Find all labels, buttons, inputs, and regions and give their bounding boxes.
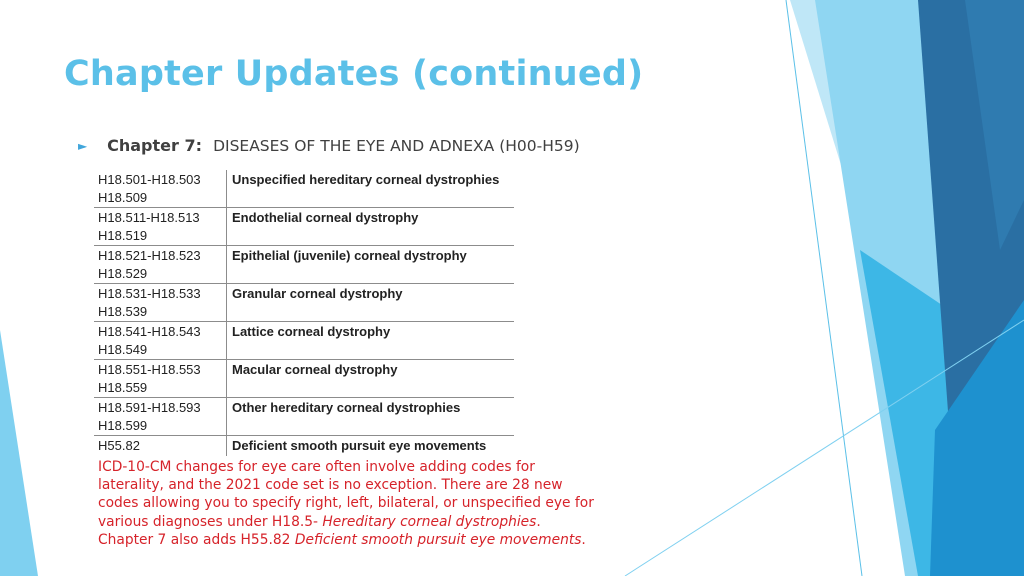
code-unspecified: H18.509 [98, 189, 148, 205]
code-range: H18.541-H18.543 [98, 324, 201, 339]
explanation-note [98, 458, 598, 549]
chapter-description: DISEASES OF THE EYE AND ADNEXA (H00-H59) [213, 137, 580, 155]
description-cell: Granular corneal dystrophy [232, 286, 403, 301]
page-title: Chapter Updates (continued) [64, 54, 644, 94]
description-cell: Epithelial (juvenile) corneal dystrophy [232, 248, 467, 263]
code-unspecified: H18.529 [98, 265, 148, 281]
table-row [94, 246, 514, 284]
code-unspecified: H18.599 [98, 417, 148, 433]
description-cell: Other hereditary corneal dystrophies [232, 400, 461, 415]
code-unspecified: H18.549 [98, 341, 148, 357]
code-cell [94, 360, 227, 398]
description-cell: Lattice corneal dystrophy [232, 324, 391, 339]
code-cell [94, 284, 227, 322]
note-text: ICD-10-CM changes for eye care often involve adding codes for laterality, and the 2021 code set is no exception. There are 28 new codes allowing you to specify right, left, bilateral, or unspecified eye for various diagnoses under H18.5- [98, 459, 594, 530]
code-cell [94, 208, 227, 246]
code-range: H18.511-H18.513 [98, 210, 200, 225]
code-range: H18.551-H18.553 [98, 362, 201, 377]
table-row [94, 436, 514, 456]
description-cell: Macular corneal dystrophy [232, 362, 398, 377]
code-range: H18.501-H18.503 [98, 172, 201, 187]
note-text: . [581, 531, 586, 548]
code-unspecified: H18.559 [98, 379, 148, 395]
code-range: H18.591-H18.593 [98, 400, 201, 415]
code-cell [94, 436, 227, 456]
bullet-item [78, 136, 580, 155]
table-row [94, 360, 514, 398]
code-cell [94, 398, 227, 436]
description-cell: Deficient smooth pursuit eye movements [232, 438, 487, 453]
description-cell: Unspecified hereditary corneal dystrophies [232, 172, 500, 187]
chapter-label: Chapter 7: [107, 136, 202, 155]
code-single: H55.82 [98, 438, 140, 453]
code-table [94, 170, 514, 456]
code-unspecified: H18.539 [98, 303, 148, 319]
code-range: H18.521-H18.523 [98, 248, 201, 263]
code-unspecified: H18.519 [98, 227, 148, 243]
description-cell: Endothelial corneal dystrophy [232, 210, 419, 225]
left-edge-shape [0, 330, 38, 576]
table-row [94, 208, 514, 246]
note-italic-term: Deficient smooth pursuit eye movements [294, 531, 582, 548]
note-italic-term: Hereditary corneal dystrophies [322, 513, 537, 530]
triangle-right-icon: ► [78, 139, 88, 153]
table-row [94, 398, 514, 436]
table-row [94, 170, 514, 208]
table-row [94, 322, 514, 360]
code-cell [94, 246, 227, 284]
code-range: H18.531-H18.533 [98, 286, 201, 301]
code-cell [94, 170, 227, 208]
table-row [94, 284, 514, 322]
note-text: . Chapter 7 also adds H55.82 [98, 513, 541, 548]
code-cell [94, 322, 227, 360]
